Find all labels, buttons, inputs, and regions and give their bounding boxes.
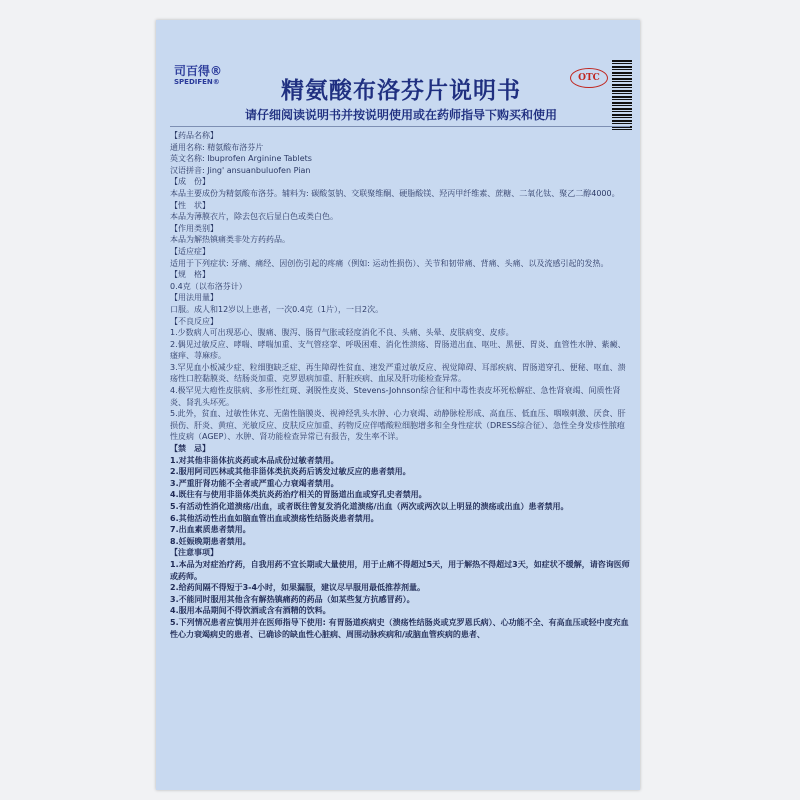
leaflet-line: 4.服用本品期间不得饮酒或含有酒精的饮料。 (170, 606, 331, 616)
leaflet-line: 本品为解热镇痛类非处方药药品。 (170, 235, 290, 245)
page-title: 精氨酸布洛芬片说明书 (281, 78, 521, 104)
leaflet-line: 1.少数病人可出现恶心、腹痛、腹泻、肠胃气胀或轻度消化不良、头痛、头晕、皮肤病变、皮疹。 (170, 328, 514, 338)
leaflet-line: 【性 状】 (170, 200, 210, 210)
leaflet-line: 通用名称: 精氨酸布洛芬片 (170, 142, 264, 152)
divider (170, 126, 630, 127)
leaflet-line: 【禁 忌】 (170, 444, 210, 454)
leaflet-line: 2.偶见过敏反应、哮喘、哮喘加重、支气管痉挛、呼吸困难、消化性溃疡、胃肠道出血、呕吐、黑便、胃炎、血管性水肿、紫癜、瘙痒、荨麻疹。 (170, 339, 626, 361)
leaflet-line: 5.下列情况患者应慎用并在医师指导下使用: 有胃肠道疾病史（溃疡性结肠炎或克罗恩氏病）、心功能不全、有高血压或轻中度充血性心力衰竭病史的患者、已确诊的缺血性心脏病、周围动脉疾病和/或脑血管疾病的患者、 (170, 617, 629, 639)
leaflet-line: 2.服用阿司匹林或其他非甾体类抗炎药后诱发过敏反应的患者禁用。 (170, 467, 411, 477)
leaflet-line: 0.4克（以布洛芬计） (170, 281, 247, 291)
leaflet-line: 4.既往有与使用非甾体类抗炎药治疗相关的胃肠道出血或穿孔史者禁用。 (170, 490, 427, 500)
leaflet-line: 2.给药间隔不得短于3-4小时，如果漏服，建议尽早服用最低推荐剂量。 (170, 583, 426, 593)
brand-logo (174, 64, 234, 87)
leaflet-line: 6.其他活动性出血如脑血管出血或溃疡性结肠炎患者禁用。 (170, 513, 379, 523)
leaflet-line: 5.此外，贫血、过敏性休克、无菌性脑膜炎、视神经乳头水肿、心力衰竭、动静脉栓形成、高血压、低血压、咽喉刺激、厌食、肝损伤、肝炎、黄疸、光敏反应、皮肤反应加重、药物反应伴嗜酸粒细胞增多和全身性症状（DRESS综合征）、急性全身发疹性脓疱性皮病（AGEP）、水肿、肾功能检查异常已有报告，发生率不详。 (170, 409, 626, 442)
leaflet-line: 英文名称: Ibuprofen Arginine Tablets (170, 154, 312, 164)
page-subtitle: 请仔细阅读说明书并按说明使用或在药师指导下购买和使用 (244, 108, 557, 122)
leaflet-line: 3.不能同时服用其他含有解热镇痛药的药品（如某些复方抗感冒药）。 (170, 594, 415, 604)
leaflet-line: 4.极罕见大疱性皮肤病、多形性红斑、剥脱性皮炎、Stevens-Johnson综合征和中毒性表皮坏死松解症、急性肾衰竭、间质性肾炎、肾乳头坏死。 (170, 386, 621, 407)
leaflet-line: 1.对其他非甾体抗炎药或本品成份过敏者禁用。 (170, 455, 339, 465)
leaflet-line: 8.妊娠晚期患者禁用。 (170, 536, 251, 546)
leaflet-line: 本品为薄膜衣片，除去包衣后显白色或类白色。 (170, 212, 338, 222)
leaflet-line: 本品主要成份为精氨酸布洛芬。辅料为: 碳酸氢钠、交联聚维酮、硬脂酸镁、羟丙甲纤维素、蔗糖、二氧化钛、聚乙二醇4000。 (170, 188, 620, 198)
leaflet-line: 1.本品为对症治疗药，自我用药不宜长期或大量使用，用于止痛不得超过5天，用于解热不得超过3天，如症状不缓解，请咨询医师或药师。 (170, 559, 630, 581)
leaflet-line: 【成 份】 (170, 177, 210, 187)
leaflet-line: 【适应症】 (170, 246, 210, 256)
leaflet-line: 【用法用量】 (170, 293, 218, 303)
leaflet-line: 7.出血素质患者禁用。 (170, 525, 251, 535)
leaflet-body (170, 130, 632, 640)
brand-name-en: SPEDIFEN® (174, 78, 220, 86)
leaflet-line: 【规 格】 (170, 270, 210, 280)
leaflet-line: 汉语拼音: Jing' ansuanbuluofen Pian (170, 165, 311, 175)
leaflet-line: 5.有活动性消化道溃疡/出血，或者既往曾复发消化道溃疡/出血（两次或两次以上明显的溃疡或出血）患者禁用。 (170, 502, 569, 511)
leaflet-line: 【作用类别】 (170, 223, 218, 233)
leaflet-line: 口服。成人和12岁以上患者，一次0.4克（1片），一日2次。 (170, 304, 384, 314)
leaflet-line: 3.罕见血小板减少症、粒细胞缺乏症、再生障碍性贫血、速发严重过敏反应、视觉障碍、耳部疾病、胃肠道穿孔、便秘、呕血、溃疡性口腔黏膜炎、结肠炎加重、克罗恩病加重、肝脏疾病、血尿及肝功能检查异常。 (170, 362, 626, 384)
leaflet-line: 【药品名称】 (170, 131, 218, 140)
instruction-leaflet (156, 20, 640, 790)
leaflet-line: 【不良反应】 (170, 316, 218, 326)
leaflet-line: 适用于下列症状: 牙痛、痛经、因创伤引起的疼痛（例如: 运动性损伤）、关节和韧带痛、背痛、头痛、以及流感引起的发热。 (170, 258, 609, 268)
otc-badge: OTC (570, 68, 608, 88)
leaflet-line: 【注意事项】 (170, 548, 218, 558)
brand-name-cn: 司百得® (174, 64, 223, 78)
leaflet-line: 3.严重肝肾功能不全者或严重心力衰竭者禁用。 (170, 478, 339, 488)
